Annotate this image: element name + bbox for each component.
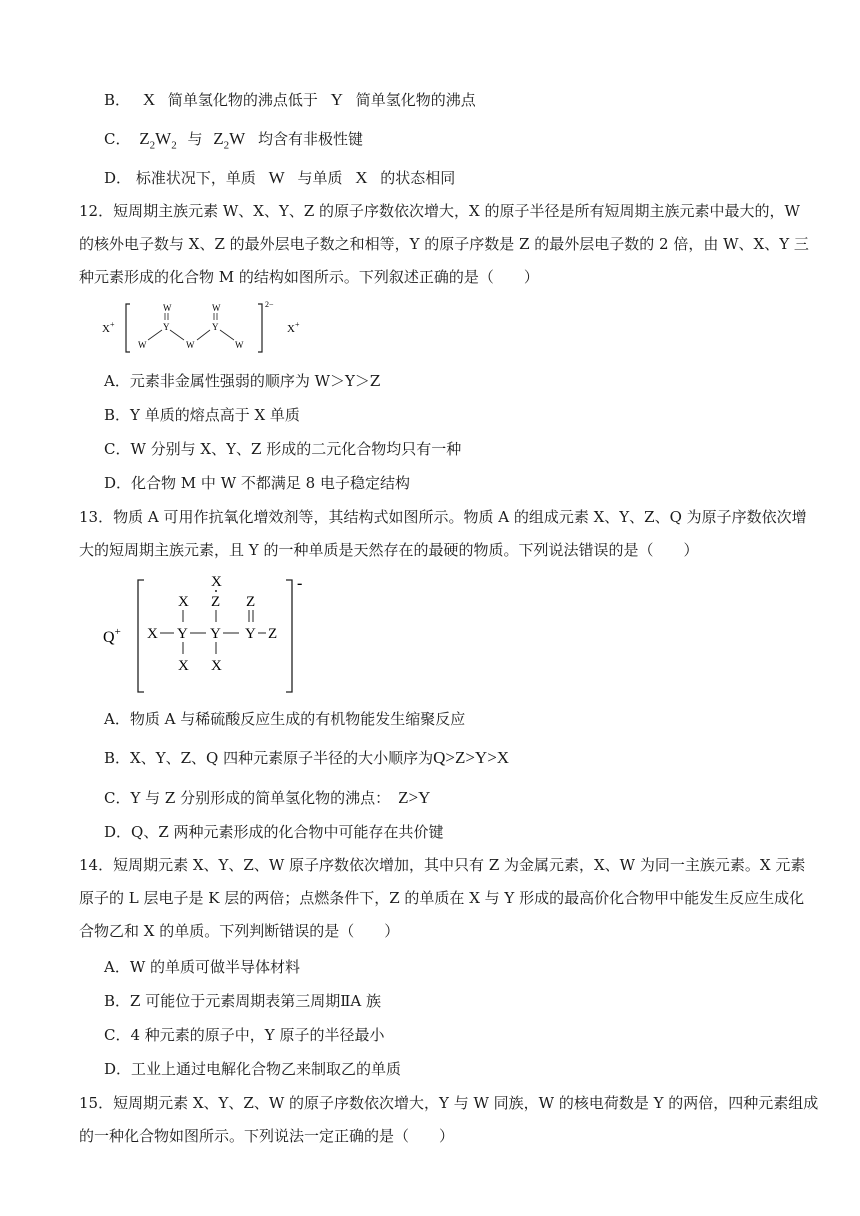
q12-option-a: A．元素非金属性强弱的顺序为 W＞Y＞Z	[104, 372, 381, 390]
q14-option-b: B．Z 可能位于元素周期表第三周期ⅡA 族	[104, 992, 382, 1010]
q12-structure-figure	[100, 298, 310, 358]
svg-text:Y: Y	[245, 626, 256, 642]
q11-option-d: D． 标准状况下，单质 W 与单质 X 的状态相同	[104, 168, 456, 187]
svg-text:W: W	[235, 340, 244, 350]
svg-text:W: W	[186, 340, 195, 350]
q11-option-c: C． $Z_2W_2$ 与 $Z_2W$ 均含有非极性键	[104, 129, 364, 152]
svg-text:X: X	[178, 658, 189, 674]
q13-bracket-left	[138, 580, 144, 692]
q13-structure-figure	[100, 570, 320, 700]
q13-option-c: C．Y 与 Z 分别形成的简单氢化物的沸点： Z>Y	[104, 788, 431, 807]
svg-text:W: W	[163, 303, 172, 313]
svg-text:X: X	[147, 626, 158, 642]
svg-text:W: W	[212, 303, 221, 313]
svg-text:X: X	[178, 594, 189, 610]
q12-option-d: D．化合物 M 中 W 不都满足 8 电子稳定结构	[104, 474, 410, 492]
svg-text:Z: Z	[211, 594, 221, 610]
q14-stem: 14．短周期元素 X、Y、Z、W 原子序数依次增加，其中只有 Z 为金属元素，X、W 为同一主族元素。X 元素原子的 L 层电子是 K 层的两倍；点燃条件下，Z 的单质在 X 与 Y 形成的最高价化合物甲中能发生反应生成化合物乙和 X 的单质。下列判断错误的是（ ）	[79, 856, 806, 940]
svg-text:X: X	[211, 574, 222, 590]
q15-stem: 15．短周期元素 X、Y、Z、W 的原子序数依次增大，Y 与 W 同族，W 的核电荷数是 Y 的两倍，四种元素组成的一种化合物如图所示。下列说法一定正确的是（ ）	[79, 1094, 819, 1145]
q12-cation-left: X+	[102, 320, 115, 335]
q14-option-c: C．4 种元素的原子中，Y 原子的半径最小	[104, 1026, 385, 1044]
q12-charge: 2−	[265, 300, 274, 309]
q13-stem: 13．物质 A 可用作抗氧化增效剂等，其结构式如图所示。物质 A 的组成元素 X、Y、Z、Q 为原子序数依次增大的短周期主族元素，且 Y 的一种单质是天然存在的最硬的物质。下列说法错误的是（ ）	[79, 508, 807, 559]
q14-option-d: D．工业上通过电解化合物乙来制取乙的单质	[104, 1060, 402, 1078]
q12-stem: 12．短周期主族元素 W、X、Y、Z 的原子序数依次增大，X 的原子半径是所有短周期主族元素中最大的，W 的核外电子数与 X、Z 的最外层电子数之和相等，Y 的原子序数是 Z 的最外层电子数的 2 倍，由 W、X、Y 三种元素形成的化合物 M 的结构如图所示。下列叙述正确的是（ ）	[79, 202, 809, 286]
svg-text:X: X	[211, 658, 222, 674]
svg-text:Y: Y	[212, 322, 219, 332]
q12-option-b: B．Y 单质的熔点高于 X 单质	[104, 406, 300, 424]
q12-bracket-right	[258, 304, 262, 352]
svg-text:W: W	[138, 340, 147, 350]
q13-bracket-right	[286, 580, 292, 692]
svg-text:Y: Y	[163, 322, 170, 332]
q13-cation: Q+	[103, 626, 121, 646]
svg-text:Z: Z	[268, 626, 278, 642]
q11-option-b: B． X 简单氢化物的沸点低于 Y 简单氢化物的沸点	[104, 90, 476, 109]
q12-cation-right: X+	[287, 320, 300, 335]
q12-bracket-left	[126, 304, 130, 352]
q13-charge: -	[297, 575, 303, 592]
svg-text:Y: Y	[210, 626, 221, 642]
svg-text:Z: Z	[246, 594, 256, 610]
q12-option-c: C．W 分别与 X、Y、Z 形成的二元化合物均只有一种	[104, 440, 462, 458]
q13-option-b: B．X、Y、Z、Q 四种元素原子半径的大小顺序为Q>Z>Y>X	[104, 748, 510, 767]
svg-text:Y: Y	[177, 626, 188, 642]
q14-option-a: A．W 的单质可做半导体材料	[104, 958, 301, 976]
q13-option-d: D．Q、Z 两种元素形成的化合物中可能存在共价键	[104, 823, 444, 841]
q13-option-a: A．物质 A 与稀硫酸反应生成的有机物能发生缩聚反应	[104, 710, 466, 728]
